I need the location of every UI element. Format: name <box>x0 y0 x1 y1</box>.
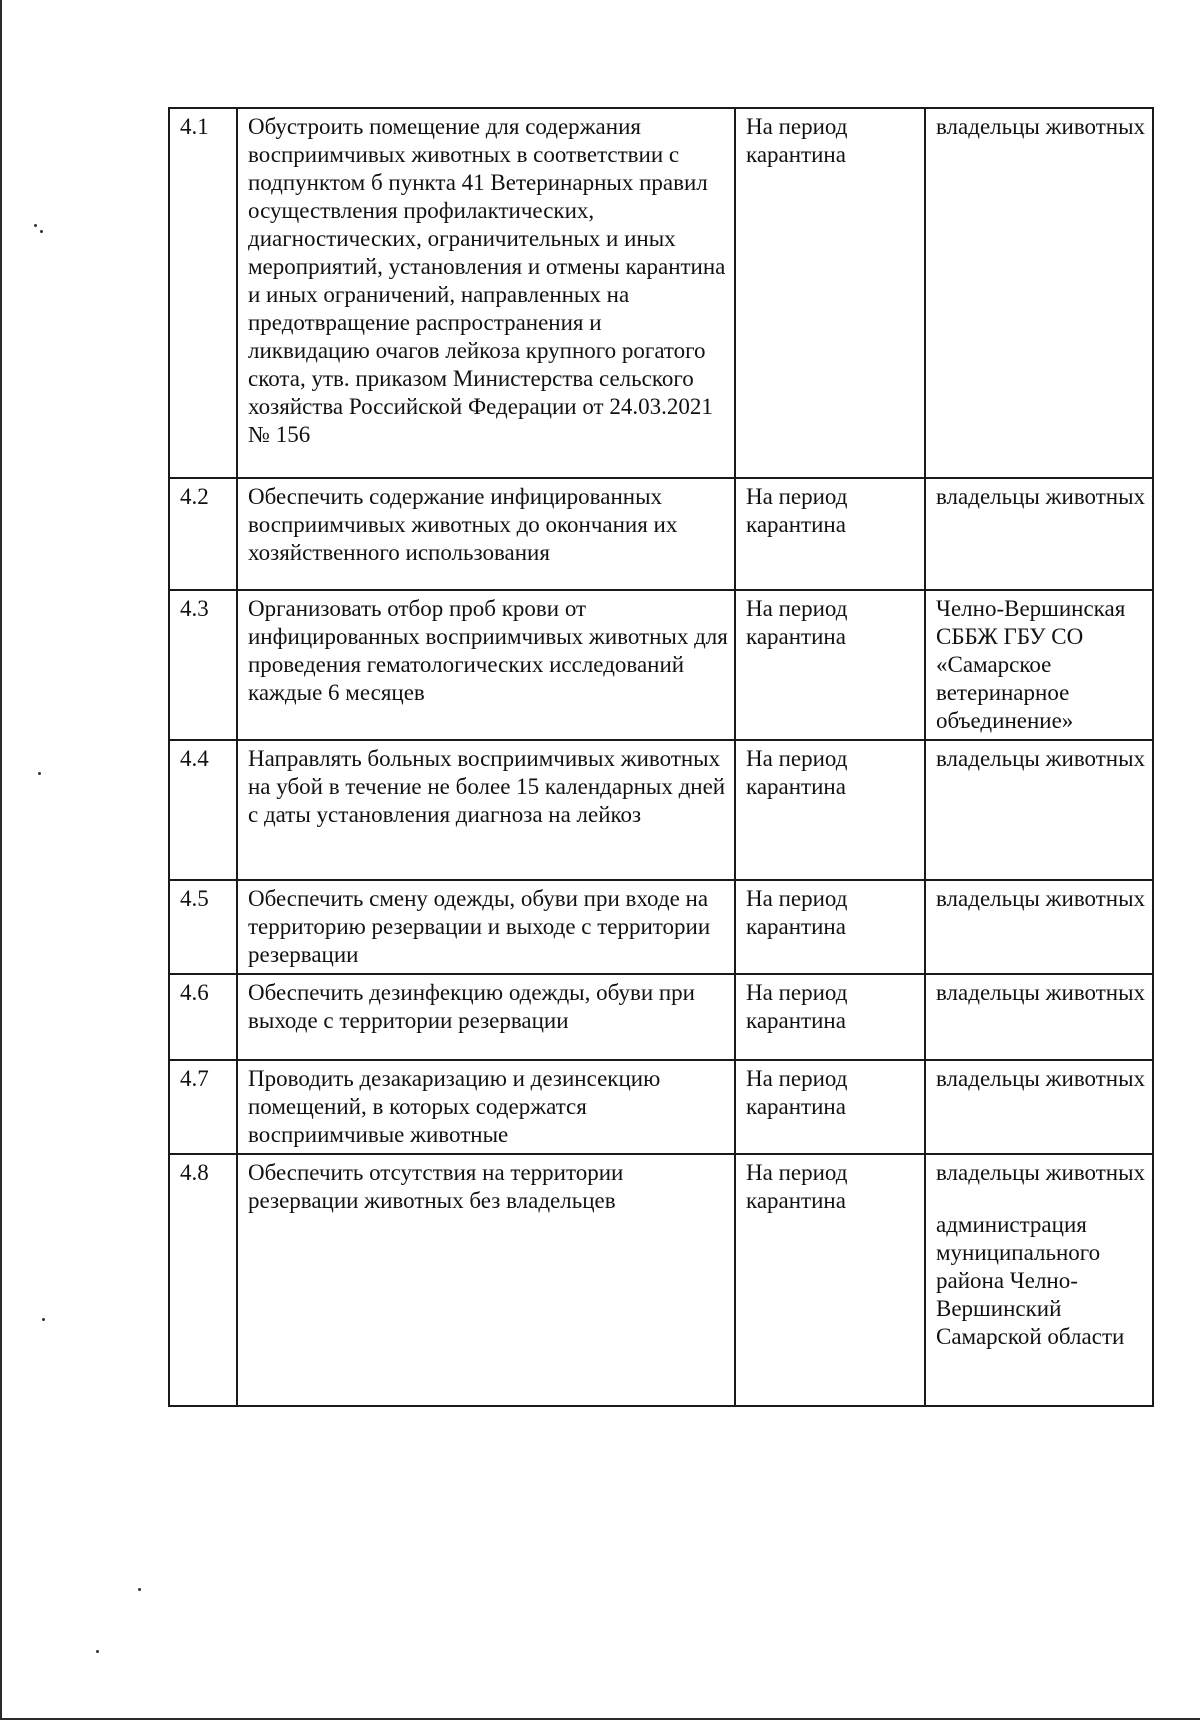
table-row <box>169 880 1153 974</box>
measure-term: На период карантина <box>735 974 925 1060</box>
measure-text: Обустроить помещение для содержания восприимчивых животных в соответствии с подпунктом б пункта 41 Ветеринарных правил осуществления профилактических, диагностических, ограничительных и иных мероприятий, установления и отмены карантина и иных ограничений, направленных на предотвращение распространения и ликвидацию очагов лейкоза крупного рогатого скота, утв. приказом Министерства сельского хозяйства Российской Федерации от 24.03.2021 № 156 <box>237 108 735 478</box>
scan-speck <box>38 772 41 775</box>
table-row <box>169 1060 1153 1154</box>
table-row <box>169 1154 1153 1406</box>
measure-responsible: владельцы животных <box>925 1060 1153 1154</box>
measure-term: На период карантина <box>735 478 925 590</box>
scan-speck <box>96 1650 99 1653</box>
table-row <box>169 740 1153 880</box>
measure-responsible: владельцы животных <box>925 880 1153 974</box>
measure-text: Обеспечить отсутствия на территории резервации животных без владельцев <box>237 1154 735 1406</box>
measure-term: На период карантина <box>735 1060 925 1154</box>
measure-responsible: владельцы животных <box>925 478 1153 590</box>
scan-border-left <box>0 0 2 1720</box>
scan-speck <box>42 1318 45 1321</box>
measure-responsible: владельцы животных <box>925 108 1153 478</box>
scan-speck <box>34 224 37 227</box>
measure-responsible-cell <box>925 1154 1153 1406</box>
row-number: 4.5 <box>169 880 237 974</box>
measure-text: Обеспечить содержание инфицированных восприимчивых животных до окончания их хозяйственного использования <box>237 478 735 590</box>
measure-responsible: владельцы животных <box>925 974 1153 1060</box>
measure-term: На период карантина <box>735 740 925 880</box>
scan-speck <box>40 230 43 233</box>
table-row <box>169 974 1153 1060</box>
measure-text: Организовать отбор проб крови от инфицированных восприимчивых животных для проведения гематологических исследований каждые 6 месяцев <box>237 590 735 740</box>
measure-text: Проводить дезакаризацию и дезинсекцию помещений, в которых содержатся восприимчивые животные <box>237 1060 735 1154</box>
table-row <box>169 590 1153 740</box>
table-row <box>169 108 1153 478</box>
row-number: 4.2 <box>169 478 237 590</box>
measure-responsible-extra: администрация муниципального района Челно-Вершинский Самарской области <box>936 1212 1125 1349</box>
measure-text: Обеспечить дезинфекцию одежды, обуви при выходе с территории резервации <box>237 974 735 1060</box>
measure-term: На период карантина <box>735 108 925 478</box>
measure-term: На период карантина <box>735 590 925 740</box>
measure-term: На период карантина <box>735 1154 925 1406</box>
row-number: 4.1 <box>169 108 237 478</box>
table-row <box>169 478 1153 590</box>
row-number: 4.3 <box>169 590 237 740</box>
measures-table <box>168 107 1154 1407</box>
row-number: 4.7 <box>169 1060 237 1154</box>
measure-responsible: владельцы животных <box>936 1160 1146 1185</box>
row-number: 4.8 <box>169 1154 237 1406</box>
measure-responsible: владельцы животных <box>925 740 1153 880</box>
measure-text: Направлять больных восприимчивых животных на убой в течение не более 15 календарных дней с даты установления диагноза на лейкоз <box>237 740 735 880</box>
measure-term: На период карантина <box>735 880 925 974</box>
cell-spacer <box>936 1187 1146 1211</box>
measure-responsible: Челно-Вершинская СББЖ ГБУ СО «Самарское ветеринарное объединение» <box>925 590 1153 740</box>
row-number: 4.4 <box>169 740 237 880</box>
row-number: 4.6 <box>169 974 237 1060</box>
measure-text: Обеспечить смену одежды, обуви при входе на территорию резервации и выходе с территории резервации <box>237 880 735 974</box>
scan-speck <box>138 1588 141 1591</box>
